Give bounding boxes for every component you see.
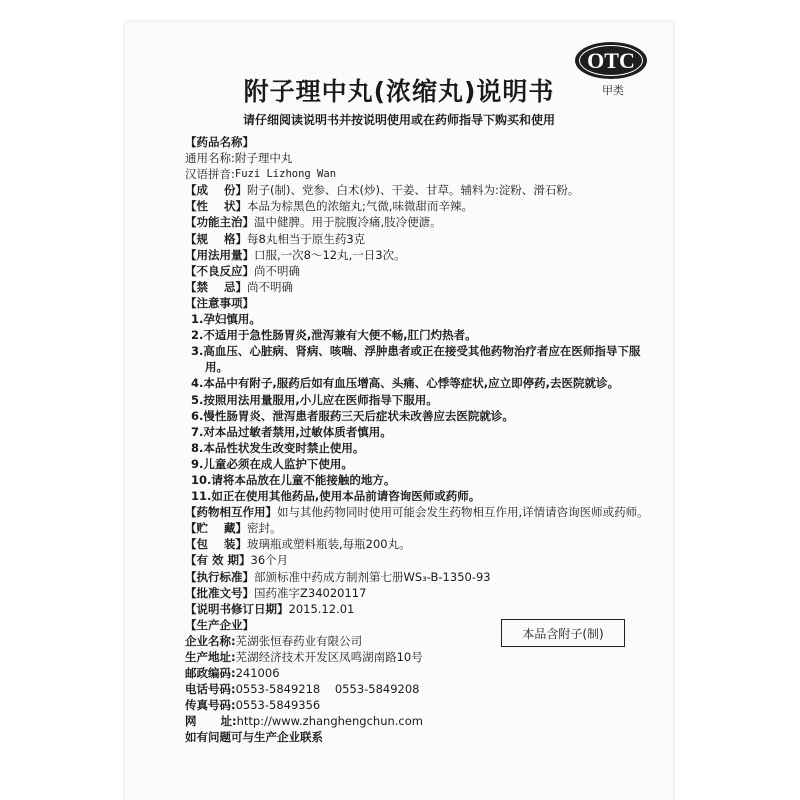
revision-date-value: 2015.12.01	[288, 601, 355, 616]
contains-aconite-notice: 本品含附子(制)	[501, 619, 625, 647]
postcode-value: 241006	[235, 666, 280, 681]
validity-value: 36个月	[250, 553, 289, 568]
manufacturer-address-label: 生产地址:	[185, 650, 236, 664]
manufacturer-name: 芜湖张恒春药业有限公司	[235, 633, 363, 648]
precaution-item: 4.本品中有附子,服药后如有血压增高、头痛、心悸等症状,应立即停药,去医院就诊。	[191, 376, 619, 391]
ingredients-label: 【成 份】	[185, 183, 248, 198]
precaution-item: 2.不适用于急性肠胃炎,泄泻兼有大便不畅,肛门灼热者。	[191, 328, 477, 343]
precaution-item: 10.请将本品放在儿童不能接触的地方。	[191, 472, 396, 487]
manufacturer-heading: 【生产企业】	[185, 617, 254, 632]
otc-category: 甲类	[602, 84, 624, 97]
precaution-item: 11.如正在使用其他药品,使用本品前请咨询医师或药师。	[191, 489, 481, 504]
adverse-value: 尚不明确	[254, 263, 300, 278]
dosage-value: 口服,一次8～12丸,一日3次。	[254, 247, 406, 262]
generic-name-label: 通用名称:	[185, 151, 235, 166]
character-value: 本品为棕黑色的浓缩丸;气微,味微甜而辛辣。	[247, 199, 474, 214]
fax-label: 传真号码:	[185, 698, 236, 713]
website-value: http://www.zhanghengchun.com	[236, 714, 423, 729]
precaution-item: 5.按照用法用量服用,小儿应在医师指导下服用。	[191, 392, 438, 407]
revision-date-label: 【说明书修订日期】	[185, 601, 289, 616]
instruction-leaflet	[125, 22, 673, 800]
postcode-label: 邮政编码:	[185, 666, 236, 681]
phone-value: 0553-5849218 0553-5849208	[235, 682, 420, 697]
precaution-item: 3.高血压、心脏病、肾病、咳喘、浮肿患者或正在接受其他药物治疗者应在医师指导下服用。	[191, 344, 641, 375]
precaution-item: 7.对本品过敏者禁用,过敏体质者慎用。	[191, 424, 392, 439]
contact-footer: 如有问题可与生产企业联系	[185, 730, 323, 745]
phone-label: 电话号码:	[185, 682, 236, 697]
standard-value: 部颁标准中药成方制剂第七册WS₃-B-1350-93	[254, 569, 491, 584]
approval-label: 【批准文号】	[185, 585, 254, 600]
package-label: 【包 装】	[185, 537, 248, 552]
generic-name: 附子理中丸	[234, 151, 293, 166]
pinyin-name: Fuzi Lizhong Wan	[234, 168, 337, 181]
manufacturer-name-label: 企业名称:	[185, 633, 236, 648]
precautions-heading: 【注意事项】	[185, 295, 254, 310]
drug-name-heading: 【药品名称】	[185, 135, 254, 149]
otc-logo-text: OTC	[587, 48, 635, 73]
contraindications-value: 尚不明确	[247, 279, 294, 294]
validity-label: 【有 效 期】	[185, 553, 251, 568]
adverse-label: 【不良反应】	[185, 263, 254, 278]
package-value: 玻璃瓶或塑料瓶装,每瓶200丸。	[247, 537, 411, 552]
precaution-item: 9.儿童必须在成人监护下使用。	[191, 456, 353, 471]
specification-value: 每8丸相当于原生药3克	[247, 231, 366, 246]
precaution-item: 8.本品性状发生改变时禁止使用。	[191, 440, 365, 455]
document-subtitle: 请仔细阅读说明书并按说明使用或在药师指导下购买和使用	[242, 113, 555, 127]
character-label: 【性 状】	[185, 199, 248, 214]
storage-label: 【贮 藏】	[185, 521, 248, 536]
standard-label: 【执行标准】	[185, 569, 254, 584]
manufacturer-address: 芜湖经济技术开发区凤鸣湖南路10号	[235, 650, 423, 664]
dosage-label: 【用法用量】	[185, 247, 254, 262]
precaution-item: 1.孕妇慎用。	[191, 312, 261, 327]
storage-value: 密封。	[247, 521, 282, 536]
pinyin-label: 汉语拼音:	[185, 167, 235, 182]
indications-label: 【功能主治】	[185, 215, 254, 230]
ingredients-value: 附子(制)、党参、白术(炒)、干姜、甘草。辅料为:淀粉、滑石粉。	[247, 183, 580, 198]
interactions-value: 如与其他药物同时使用可能会发生药物相互作用,详情请咨询医师或药师。	[277, 505, 649, 520]
precaution-item: 6.慢性肠胃炎、泄泻患者服药三天后症状未改善应去医院就诊。	[191, 408, 514, 423]
indications-value: 温中健脾。用于脘腹冷痛,肢冷便溏。	[254, 215, 442, 230]
contraindications-label: 【禁 忌】	[185, 279, 248, 294]
fax-value: 0553-5849356	[235, 698, 321, 713]
website-label: 网 址:	[185, 714, 237, 729]
specification-label: 【规 格】	[185, 231, 248, 246]
interactions-label: 【药物相互作用】	[185, 505, 277, 520]
approval-value: 国药准字Z34020117	[254, 585, 367, 600]
leaflet-body	[185, 134, 655, 746]
document-title: 附子理中丸(浓缩丸)说明书	[243, 77, 555, 106]
